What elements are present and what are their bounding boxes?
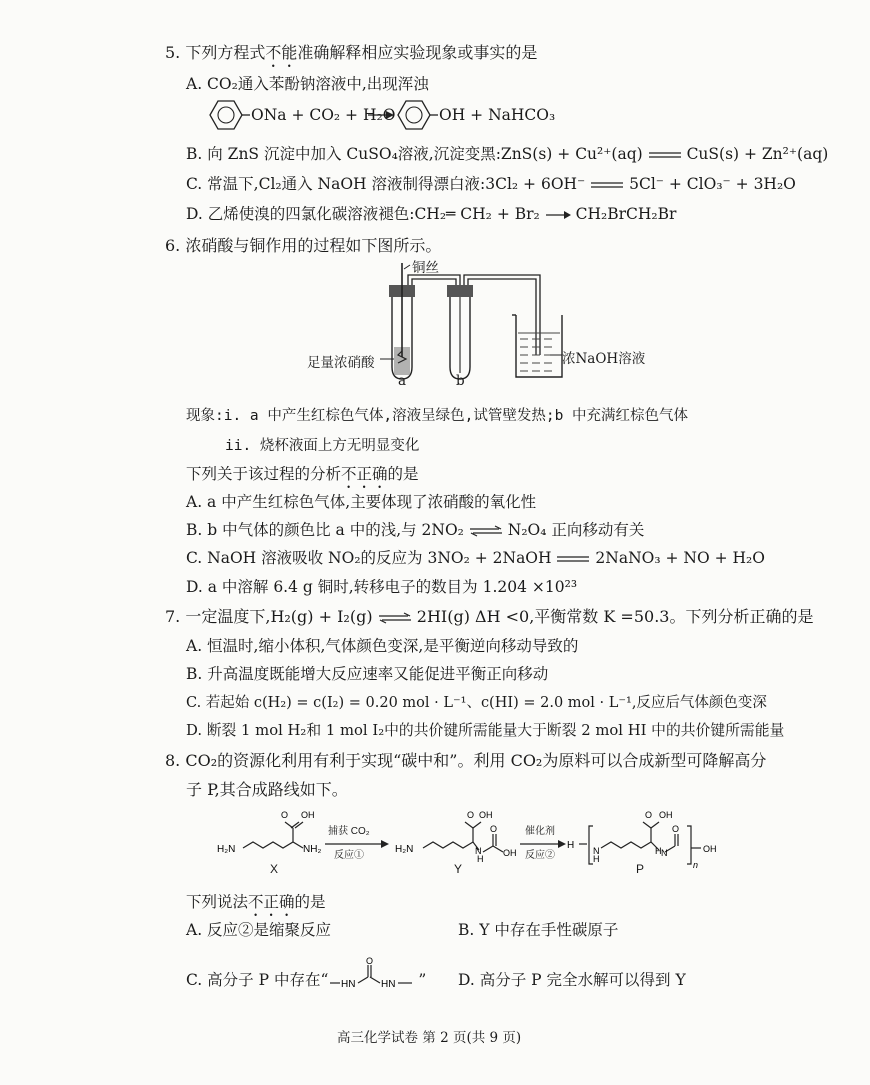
q6-option-b	[186, 518, 644, 540]
q6-option-d: D. a 中溶解 6.4 g 铜时,转移电子的数目为 1.204 ×10²³	[186, 578, 578, 596]
svg-text:HN: HN	[381, 979, 396, 990]
svg-text:H: H	[655, 846, 662, 856]
svg-text:OH: OH	[479, 810, 493, 820]
q5-stem-pre: 5. 下列方程式	[165, 43, 266, 62]
arrow2-bottom-label: 反应②	[525, 850, 555, 861]
q8-option-c	[186, 957, 427, 991]
q5-d-right: CH₂BrCH₂Br	[575, 205, 677, 223]
label-tube-a: a	[398, 373, 407, 389]
q8-ask	[186, 890, 326, 920]
q8-option-a: A. 反应②是缩聚反应	[186, 921, 332, 939]
benzene-ring-icon	[398, 101, 430, 129]
label-y: Y	[454, 862, 463, 876]
q7-option-a: A. 恒温时,缩小体积,气体颜色变深,是平衡逆向移动导致的	[186, 637, 579, 655]
q5-c-right: 5Cl⁻ + ClO₃⁻ + 3H₂O	[629, 175, 796, 193]
arrow1-bottom-label: 反应①	[334, 850, 364, 861]
q5-b-right: CuS(s) + Zn²⁺(aq)	[686, 145, 829, 163]
label-tube-b: b	[456, 373, 465, 389]
q5-eq-left: ONa + CO₂ + H₂O	[251, 106, 396, 124]
q6-ask-emphasis: 不正确	[341, 465, 388, 483]
svg-text:H: H	[477, 854, 484, 864]
q8-c-post: ”	[418, 971, 427, 989]
svg-text:NH₂: NH₂	[303, 844, 322, 855]
q5-b-left: B. 向 ZnS 沉淀中加入 CuSO₄溶液,沉淀变黑:ZnS(s) + Cu²⁺(aq)	[186, 145, 643, 163]
svg-text:O: O	[281, 810, 289, 820]
q5-eq-right: OH + NaHCO₃	[439, 106, 556, 124]
q5-option-c	[186, 172, 796, 194]
arrow2-top-label: 催化剂	[525, 826, 555, 837]
q5-option-a: A. CO₂通入苯酚钠溶液中,出现浑浊	[186, 75, 429, 93]
svg-text:H: H	[567, 840, 575, 851]
copper-nitric-acid-apparatus	[300, 255, 670, 395]
q5-c-left: C. 常温下,Cl₂通入 NaOH 溶液制得漂白液:3Cl₂ + 6OH⁻	[186, 175, 586, 193]
q8-stem-line-2: 子 P,其合成路线如下。	[186, 780, 348, 799]
label-x: X	[270, 862, 279, 876]
q7-option-b: B. 升高温度既能增大反应速率又能促进平衡正向移动	[186, 665, 549, 683]
q8-ask-emphasis: 不正确	[248, 893, 295, 911]
q7-stem-right: 2HI(g) ΔH <0,平衡常数 K =50.3。下列分析正确的是	[416, 607, 814, 626]
q6-ask-pre: 下列关于该过程的分析	[186, 465, 342, 483]
label-copper-wire: 铜丝	[412, 260, 439, 276]
benzene-ring-icon	[210, 101, 242, 129]
svg-text:N: N	[661, 848, 668, 858]
svg-text:H: H	[593, 854, 600, 864]
q6-ask-post: 的是	[387, 465, 419, 483]
svg-text:O: O	[366, 957, 374, 966]
label-p: P	[636, 862, 645, 876]
q7-option-d: D. 断裂 1 mol H₂和 1 mol I₂中的共价键所需能量大于断裂 2 mol HI 中的共价键所需能量	[186, 722, 785, 739]
q6-phenomenon-2: ii. 烧杯液面上方无明显变化	[225, 438, 420, 454]
svg-text:N: N	[593, 846, 600, 856]
svg-text:OH: OH	[659, 810, 673, 820]
beaker	[516, 315, 562, 377]
q6-c-left: C. NaOH 溶液吸收 NO₂的反应为 3NO₂ + 2NaOH	[186, 549, 552, 567]
q7-stem	[165, 604, 813, 627]
svg-text:OH: OH	[503, 848, 517, 858]
equilibrium-arrow-icon	[378, 612, 412, 624]
svg-text:OH: OH	[301, 810, 315, 820]
svg-text:O: O	[490, 824, 498, 834]
svg-text:H₂N: H₂N	[217, 844, 236, 855]
q7-option-c: C. 若起始 c(H₂) = c(I₂) = 0.20 mol · L⁻¹、c(HI) = 2.0 mol · L⁻¹,反应后气体颜色变深	[186, 695, 767, 711]
svg-text:O: O	[645, 810, 653, 820]
q6-c-right: 2NaNO₃ + NO + H₂O	[595, 549, 765, 567]
q5-stem	[165, 40, 537, 71]
svg-text:N: N	[475, 846, 482, 856]
q6-phenomenon-1: 现象:i. a 中产生红棕色气体,溶液呈绿色,试管壁发热;b 中充满红棕色气体	[186, 408, 689, 424]
q8-c-pre: C. 高分子 P 中存在“	[186, 971, 329, 989]
naoh-solution	[518, 333, 560, 371]
q6-b-right: N₂O₄ 正向移动有关	[507, 521, 645, 539]
q8-option-d: D. 高分子 P 完全水解可以得到 Y	[458, 971, 686, 989]
q5-stem-post: 准确解释相应实验现象或事实的是	[297, 43, 538, 62]
q5-stem-emphasis: 不能	[265, 43, 298, 62]
q6-stem: 6. 浓硝酸与铜作用的过程如下图所示。	[165, 236, 442, 255]
svg-text:OH: OH	[703, 844, 717, 854]
synthesis-route-diagram	[215, 804, 735, 886]
svg-text:HN: HN	[341, 979, 356, 990]
q8-ask-post: 的是	[294, 893, 326, 911]
q6-ask	[186, 462, 419, 492]
urea-linkage-icon	[328, 957, 418, 991]
page-footer: 高三化学试卷 第 2 页(共 9 页)	[337, 1030, 522, 1046]
q5-option-d	[186, 202, 676, 224]
q5-d-left: D. 乙烯使溴的四氯化碳溶液褪色:CH₂═ CH₂ + Br₂	[186, 205, 540, 223]
q7-stem-left: 7. 一定温度下,H₂(g) + I₂(g)	[165, 607, 373, 626]
equals-arrow-icon	[590, 180, 624, 190]
label-naoh-solution: 浓NaOH溶液	[562, 351, 646, 367]
molecule-x	[243, 822, 303, 848]
q8-option-b: B. Y 中存在手性碳原子	[458, 921, 619, 939]
q6-b-left: B. b 中气体的颜色比 a 中的浅,与 2NO₂	[186, 521, 464, 539]
q8-ask-pre: 下列说法	[186, 893, 249, 911]
q6-option-c	[186, 546, 765, 568]
q5-option-b	[186, 142, 828, 164]
reaction-arrow-icon	[545, 210, 571, 220]
equilibrium-arrow-icon	[469, 525, 503, 537]
equals-arrow-icon	[648, 150, 682, 160]
equals-arrow-icon	[556, 554, 590, 564]
q6-option-a: A. a 中产生红棕色气体,主要体现了浓硝酸的氧化性	[186, 493, 537, 511]
svg-text:O: O	[672, 824, 680, 834]
svg-text:n: n	[693, 860, 699, 870]
label-nitric-acid: 足量浓硝酸	[307, 355, 375, 371]
rubber-stopper-b	[447, 285, 473, 297]
svg-text:O: O	[467, 810, 475, 820]
q8-stem-line-1: 8. CO₂的资源化利用有利于实现“碳中和”。利用 CO₂为原料可以合成新型可降解高分	[165, 751, 767, 770]
svg-text:H₂N: H₂N	[395, 844, 414, 855]
arrow1-top-label: 捕获 CO₂	[328, 826, 370, 837]
